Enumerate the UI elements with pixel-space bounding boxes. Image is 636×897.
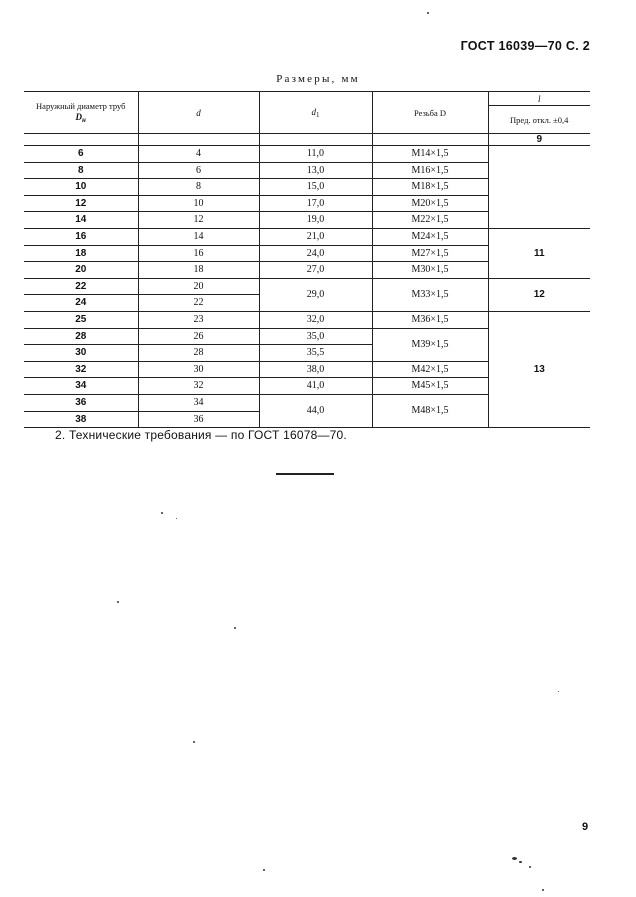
cell-dn: 32 — [24, 361, 138, 378]
cell-d: 30 — [138, 361, 259, 378]
scan-speck — [161, 512, 163, 514]
cell-d1: 19,0 — [259, 212, 372, 229]
table-row — [24, 212, 590, 229]
cell-thread: М36×1,5 — [372, 311, 488, 328]
header-l-tolerance: Пред. откл. ±0,4 — [488, 106, 590, 134]
table-row — [24, 162, 590, 179]
running-title: ГОСТ 16039—70 С. 2 — [460, 39, 590, 53]
cell-d: 8 — [138, 179, 259, 196]
header-d — [138, 92, 259, 134]
cell-d1: 29,0 — [259, 278, 372, 311]
scan-speck — [193, 741, 195, 743]
header-d1-sub: 1 — [316, 110, 320, 119]
header-d-label: d — [196, 107, 201, 118]
cell-thread: М16×1,5 — [372, 162, 488, 179]
separator-rule — [276, 473, 334, 475]
cell-d1: 41,0 — [259, 378, 372, 395]
scan-speck — [117, 601, 119, 603]
cell-dn: 22 — [24, 278, 138, 295]
spacer-cell — [138, 134, 259, 146]
scan-speck — [512, 857, 517, 860]
cell-d1: 17,0 — [259, 195, 372, 212]
table-row — [24, 195, 590, 212]
cell-thread: М18×1,5 — [372, 179, 488, 196]
header-l-label: l — [537, 93, 541, 104]
cell-dn: 28 — [24, 328, 138, 345]
cell-thread: М27×1,5 — [372, 245, 488, 262]
cell-thread: М33×1,5 — [372, 278, 488, 311]
cell-thread: М20×1,5 — [372, 195, 488, 212]
cell-dn: 38 — [24, 411, 138, 428]
symbol-sub-n: н — [82, 116, 86, 124]
l-value-cell — [488, 311, 590, 427]
cell-d: 36 — [138, 411, 259, 428]
cell-dn: 12 — [24, 195, 138, 212]
header-outer-diameter-symbol — [24, 112, 138, 124]
header-d1-symbol: d — [311, 106, 316, 117]
cell-d: 34 — [138, 394, 259, 411]
spacer-cell — [372, 134, 488, 146]
cell-dn: 36 — [24, 394, 138, 411]
table-caption: Размеры, мм — [276, 73, 360, 85]
cell-d1: 44,0 — [259, 394, 372, 427]
scan-speck — [519, 861, 522, 863]
header-l — [488, 92, 590, 106]
symbol-D: D — [75, 112, 83, 122]
cell-thread: М14×1,5 — [372, 146, 488, 163]
cell-d: 4 — [138, 146, 259, 163]
l-value-cell — [488, 228, 590, 278]
cell-dn: 34 — [24, 378, 138, 395]
cell-d: 20 — [138, 278, 259, 295]
cell-thread: М48×1,5 — [372, 394, 488, 427]
l-value-cell — [488, 134, 590, 146]
cell-d1: 27,0 — [259, 262, 372, 279]
cell-thread: М45×1,5 — [372, 378, 488, 395]
cell-dn: 8 — [24, 162, 138, 179]
page-number: 9 — [582, 821, 589, 833]
l-value: 9 — [536, 134, 543, 145]
header-d1 — [259, 92, 372, 134]
scan-speck — [263, 869, 265, 871]
cell-d: 32 — [138, 378, 259, 395]
cell-dn: 25 — [24, 311, 138, 328]
cell-dn: 20 — [24, 262, 138, 279]
cell-d1: 35,0 — [259, 328, 372, 345]
cell-d: 26 — [138, 328, 259, 345]
cell-d1: 32,0 — [259, 311, 372, 328]
cell-d: 16 — [138, 245, 259, 262]
cell-d: 28 — [138, 345, 259, 362]
cell-dn: 10 — [24, 179, 138, 196]
table-row — [24, 311, 590, 328]
cell-d1: 13,0 — [259, 162, 372, 179]
table-row — [24, 179, 590, 196]
cell-d: 23 — [138, 311, 259, 328]
cell-dn: 30 — [24, 345, 138, 362]
header-outer-diameter — [24, 92, 138, 134]
scan-speck — [427, 12, 429, 14]
cell-thread: М42×1,5 — [372, 361, 488, 378]
cell-d1: 11,0 — [259, 146, 372, 163]
cell-dn: 16 — [24, 228, 138, 245]
cell-d: 14 — [138, 228, 259, 245]
l-value: 13 — [533, 363, 545, 375]
table-row — [24, 228, 590, 245]
l-value: 12 — [533, 289, 545, 301]
cell-d: 22 — [138, 295, 259, 312]
scan-speck — [558, 691, 559, 692]
requirements-note: 2. Технические требования — по ГОСТ 16078—70. — [55, 428, 347, 442]
scan-speck — [234, 627, 236, 629]
scan-speck — [529, 866, 531, 868]
cell-d: 6 — [138, 162, 259, 179]
l-value: 11 — [533, 247, 545, 259]
cell-d1: 15,0 — [259, 179, 372, 196]
cell-thread: М22×1,5 — [372, 212, 488, 229]
cell-dn: 6 — [24, 146, 138, 163]
cell-d1: 35,5 — [259, 345, 372, 362]
scan-speck — [542, 889, 544, 891]
spacer-cell — [259, 134, 372, 146]
header-thread: Резьба D — [372, 92, 488, 134]
l-value-cell — [488, 278, 590, 311]
header-outer-diameter-label: Наружный диаметр труб — [36, 101, 126, 111]
scan-speck — [176, 518, 177, 519]
cell-thread: М24×1,5 — [372, 228, 488, 245]
cell-dn: 24 — [24, 295, 138, 312]
dimensions-table — [24, 91, 590, 428]
cell-thread: М39×1,5 — [372, 328, 488, 361]
cell-d1: 21,0 — [259, 228, 372, 245]
cell-thread: М30×1,5 — [372, 262, 488, 279]
cell-d: 12 — [138, 212, 259, 229]
cell-d: 10 — [138, 195, 259, 212]
cell-dn: 14 — [24, 212, 138, 229]
table-row — [24, 146, 590, 163]
cell-d1: 24,0 — [259, 245, 372, 262]
cell-dn: 18 — [24, 245, 138, 262]
cell-d1: 38,0 — [259, 361, 372, 378]
table-row — [24, 278, 590, 295]
spacer-cell — [24, 134, 138, 146]
cell-d: 18 — [138, 262, 259, 279]
